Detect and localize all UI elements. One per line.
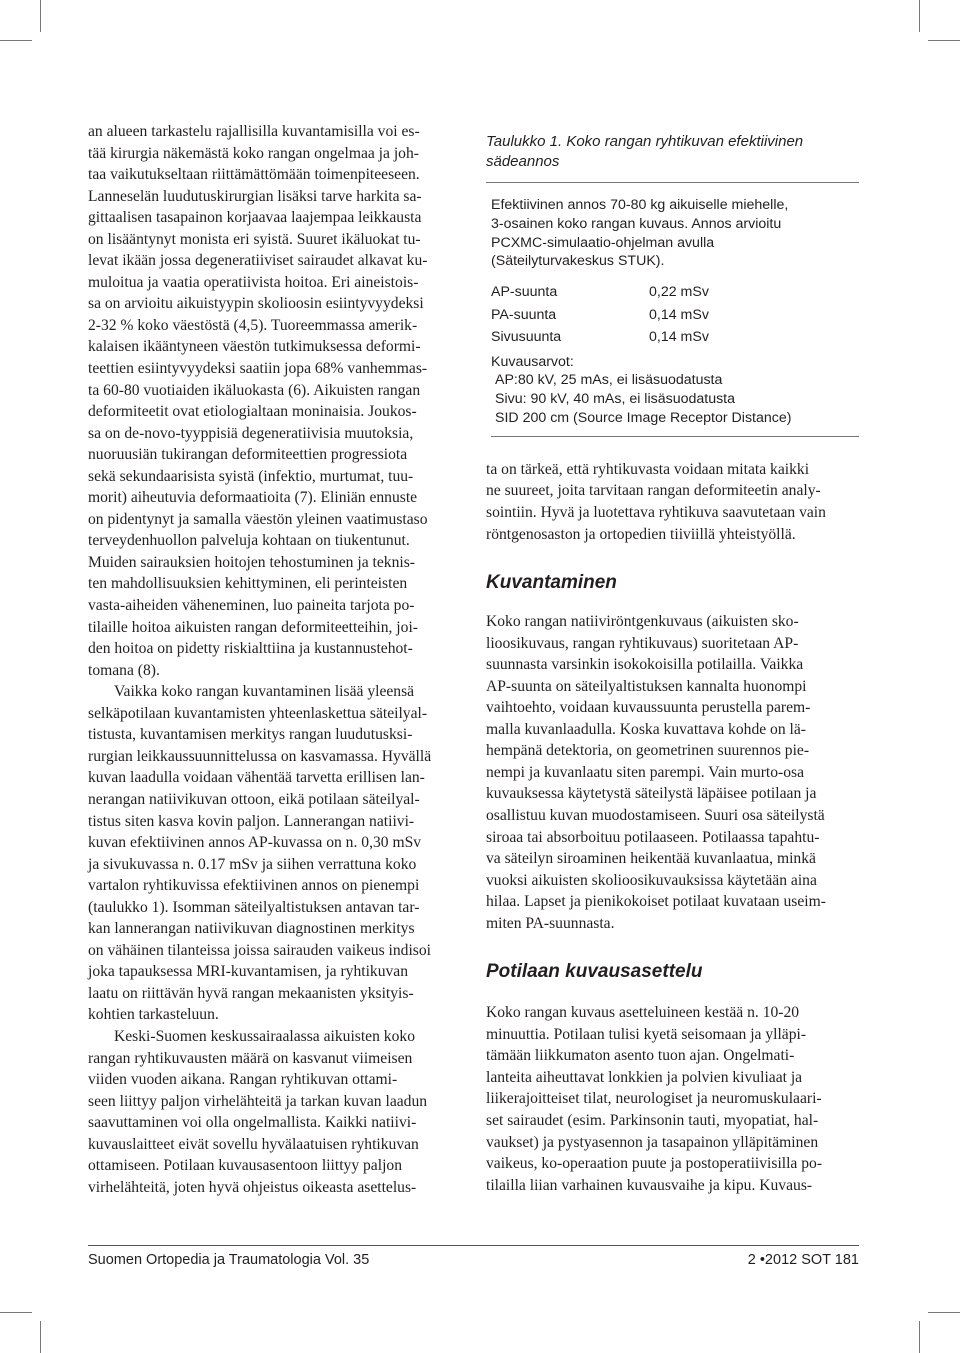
text-line: vuoksi aikuisten skolioosikuvauksissa käytetään aina	[486, 871, 817, 889]
left-column	[88, 121, 462, 1198]
text-line: deformiteetit ovat etiologialtaan moninaisia. Joukos-	[88, 403, 417, 421]
text-line: nuoruusiän tukirangan deformiteettien progressiota	[88, 446, 408, 464]
text-line: Lanneselän luudutuskirurgian lisäksi tarve harkita sa-	[88, 187, 422, 205]
text-line: suunnasta varsinkin isokokoisilla potilailla. Vaikka	[486, 656, 804, 674]
text-line: tistusta, kuvantamisen merkitys rangan luudutusksi-	[88, 726, 413, 744]
text-line: ottamiseen. Potilaan kuvausasentoon liittyy paljon	[88, 1157, 402, 1175]
dose-value: 0,14 mSv	[649, 306, 709, 323]
text-line: teettien esiintyvyydeksi saatiin jopa 68% vanhemmas-	[88, 360, 428, 378]
body-paragraph	[486, 1002, 859, 1196]
text-line: Keski-Suomen keskussairaalassa aikuisten koko	[114, 1027, 415, 1045]
text-line: AP:80 kV, 25 mAs, ei lisäsuodatusta	[495, 372, 723, 389]
text-line: ja sivukuvassa n. 0.17 mSv ja siihen verrattuna koko	[88, 855, 417, 873]
body-paragraph	[88, 681, 462, 1026]
journal-name: Suomen Ortopedia ja Traumatologia Vol. 35	[88, 1252, 370, 1268]
text-line: Vaikka koko rangan kuvantaminen lisää yleensä	[114, 683, 415, 701]
text-line: lioosikuvaus, rangan ryhtikuvaus) suoritetaan AP-	[486, 634, 799, 652]
text-line: nempi ja kuvanlaatu siten parempi. Vain murto-osa	[486, 763, 805, 781]
text-line: Efektiivinen annos 70-80 kg aikuiselle miehelle,	[491, 197, 789, 213]
text-line: SID 200 cm (Source Image Receptor Distance)	[495, 410, 792, 427]
text-line: vaihtoehto, voidaan kuvaussuunta perustella parem-	[486, 699, 811, 717]
text-line: vartalon ryhtikuvissa efektiivinen annos on pienempi	[88, 877, 420, 895]
text-line: Muiden sairauksien hoitojen tehostuminen ja teknis-	[88, 553, 415, 571]
section-heading-potilaan-kuvausasettelu: Potilaan kuvausasettelu	[486, 961, 703, 983]
dose-table	[486, 132, 859, 437]
body-paragraph	[486, 459, 859, 545]
text-line: kuvauksessa käytetystä säteilystä läpäisee potilaan ja	[486, 785, 817, 803]
text-line: gittaalisen tasapainon korjaavaa laajempaa leikkausta	[88, 209, 422, 227]
text-line: hilaa. Lapset ja pienikokoiset potilaat kuvataan useim-	[486, 893, 826, 911]
dose-direction: Sivusuunta	[491, 329, 562, 346]
text-line: sa on de-novo-tyyppisiä degeneratiivisia muutoksia,	[88, 424, 414, 442]
right-column	[486, 121, 859, 1196]
crop-mark	[40, 0, 41, 32]
issue-page-number: 2 •2012 SOT 181	[747, 1252, 859, 1268]
text-line: tomana (8).	[88, 661, 160, 679]
text-line: kuvan laadulla voidaan vähentää tarvetta erillisen lan-	[88, 769, 425, 787]
text-line: kuvauslaitteet eivät sovellu hyvälaatuisen ryhtikuvan	[88, 1135, 419, 1153]
text-line: nerangan natiivikuvan ottoon, eikä potilaan säteilyal-	[88, 790, 420, 808]
text-line: hempänä detektoria, on geometrinen suurennos pie-	[486, 742, 810, 760]
text-line: set sairaudet (esim. Parkinsonin tauti, myopatiat, hal-	[486, 1112, 819, 1129]
crop-mark	[0, 40, 32, 41]
text-line: osallistuu kuvan muodostamiseen. Suuri osa säteilystä	[486, 806, 825, 824]
text-line: ne suureet, joita tarvitaan rangan deformiteetin analy-	[486, 482, 821, 500]
text-line: kuvan efektiivinen annos AP-kuvassa on n. 0,30 mSv	[88, 834, 422, 852]
text-line: kohtien tarkasteluun.	[88, 1006, 219, 1024]
text-line: tämään liikkumaton asento tuon ajan. Ongelmati-	[486, 1047, 795, 1065]
text-line: sa on arvioitu aikuistyypin skolioosin esiintyvyydeksi	[88, 295, 424, 313]
text-line: lanteita aiheuttavat lonkkien ja polvien kivuliaat ja	[486, 1068, 803, 1086]
crop-mark	[0, 1312, 32, 1313]
exposure-settings	[491, 353, 859, 437]
text-line: tää kirurgia näkemästä koko rangan ongelmaa ja joh-	[88, 144, 419, 162]
text-line: on lisääntynyt monista eri syistä. Suuret ikäluokat tu-	[88, 230, 421, 248]
text-line: taa vaikutukseltaan riittämättömään toimenpiteeseen.	[88, 166, 420, 184]
dose-value: 0,22 mSv	[649, 284, 709, 301]
body-paragraph	[88, 1026, 462, 1198]
text-line: rangan ryhtikuvausten määrä on kasvanut viimeisen	[88, 1049, 413, 1067]
text-line: siroaa tai absorboituu potilaaseen. Potilaassa tapahtu-	[486, 828, 820, 846]
text-line: terveydenhuollon palveluja kohtaan on tiukentunut.	[88, 532, 410, 550]
text-line: tilailla liian varhainen kuvausvaihe ja kipu. Kuvaus-	[486, 1176, 813, 1194]
text-line: miten PA-suunnasta.	[486, 914, 615, 932]
crop-mark	[928, 1312, 960, 1313]
text-line: 2-32 % koko väestöstä (4,5). Tuoreemmassa amerik-	[88, 316, 418, 334]
dose-value: 0,14 mSv	[649, 329, 709, 346]
dose-row	[491, 281, 859, 304]
dose-rows	[491, 281, 859, 349]
text-line: kalaisen ikääntyneen väestön tutkimuksessa deformi-	[88, 338, 421, 356]
dose-row	[491, 304, 859, 327]
text-line: malla kuvanlaadulla. Koska kuvattava kohde on lä-	[486, 720, 806, 738]
dose-direction: PA-suunta	[491, 306, 557, 323]
text-line: sädeannos	[486, 153, 560, 170]
text-line: tilaille hoitoa aikuisten rangan deformiteetteihin, joi-	[88, 618, 418, 636]
text-line: selkäpotilaan kuvantamisten yhteenlaskettua säteilyal-	[88, 704, 428, 722]
text-line: laatu on riittävän hyvä rangan mekaanisten yksityis-	[88, 984, 414, 1002]
dose-row	[491, 326, 859, 349]
text-line: vasta-aiheiden väheneminen, luo paineita tarjota po-	[88, 597, 415, 615]
text-line: den hoitoa on pidetty riskialttiina ja kustannustehot-	[88, 640, 413, 658]
text-line: viiden vuoden aikana. Rangan ryhtikuvan ottami-	[88, 1071, 398, 1089]
text-line: tistus siten kasva kovin paljon. Lannerangan natiivi-	[88, 812, 415, 830]
text-line: AP-suunta on säteilyaltistuksen kannalta huonompi	[486, 677, 807, 695]
text-line: an alueen tarkastelu rajallisilla kuvantamisilla voi es-	[88, 123, 420, 140]
text-line: (Säteilyturvakeskus STUK).	[491, 253, 665, 270]
text-line: kan lannerangan natiivikuvan diagnostinen merkitys	[88, 920, 415, 938]
page-footer	[88, 1245, 859, 1268]
text-line: seen liittyy paljon virhelähteitä ja tarkan kuvan laadun	[88, 1092, 428, 1110]
crop-mark	[919, 0, 920, 32]
text-line: minuuttia. Potilaan tulisi kyetä seisomaan ja ylläpi-	[486, 1025, 807, 1043]
text-line: morit) aiheutuvia deformaatioita (7). Eliniän ennuste	[88, 489, 418, 507]
text-line: röntgenosaston ja ortopedien tiiviillä yhteistyöllä.	[486, 525, 796, 543]
text-line: virhelähteitä, joten hyvä ohjeistus oikeasta asettelus-	[88, 1178, 417, 1196]
body-paragraph	[88, 121, 462, 681]
text-line: on vähäinen tilanteissa joissa sairauden vaikeus indisoi	[88, 941, 431, 959]
text-line: sointiin. Hyvä ja luotettava ryhtikuva saavutetaan vain	[486, 503, 826, 521]
body-paragraph	[486, 611, 859, 934]
text-line: 3-osainen koko rangan kuvaus. Annos arvioitu	[491, 215, 782, 232]
text-line: vaukset) ja pystyasennon ja tasapainon ylläpitäminen	[486, 1133, 819, 1151]
text-line: Taulukko 1. Koko rangan ryhtikuvan efektiivinen	[486, 133, 804, 150]
text-line: joka tapauksessa MRI-kuvantamisen, ja ryhtikuvan	[88, 963, 409, 981]
text-line: ten mahdollisuuksien kehittyminen, eli perinteisten	[88, 575, 408, 593]
text-line: saavuttaminen voi olla ongelmallista. Kaikki natiivi-	[88, 1114, 417, 1132]
dose-direction: AP-suunta	[491, 284, 558, 301]
crop-mark	[919, 1321, 920, 1353]
crop-mark	[40, 1321, 41, 1353]
text-line: rurgian leikkaussuunnittelussa on kasvamassa. Hyvällä	[88, 747, 432, 765]
crop-mark	[928, 40, 960, 41]
text-line: ta on tärkeä, että ryhtikuvasta voidaan mitata kaikki	[486, 460, 810, 478]
text-line: (taulukko 1). Isomman säteilyaltistuksen antavan tar-	[88, 898, 420, 916]
exposure-settings-title: Kuvausarvot:	[491, 353, 574, 370]
table-description	[491, 196, 859, 271]
exposure-settings-lines	[491, 371, 859, 427]
text-line: PCXMC-simulaatio-ohjelman avulla	[491, 234, 715, 251]
text-line: Sivu: 90 kV, 40 mAs, ei lisäsuodatusta	[495, 391, 736, 408]
text-line: liikerajoitteiset tilat, neurologiset ja neuromuskulaari-	[486, 1090, 822, 1108]
text-line: Koko rangan natiiviröntgenkuvaus (aikuisten sko-	[486, 613, 799, 631]
table-caption	[486, 132, 859, 183]
section-heading-kuvantaminen: Kuvantaminen	[486, 572, 617, 594]
text-line: on pidentynyt ja samalla väestön yleinen vaatimustaso	[88, 510, 428, 528]
text-line: sekä sekundaarisista syistä (infektio, murtumat, tuu-	[88, 467, 414, 485]
text-line: Koko rangan kuvaus asetteluineen kestää n. 10-20	[486, 1004, 800, 1022]
text-line: muloitua ja vaatia operatiivista hoitoa. Eri aineistois-	[88, 273, 419, 291]
table-body	[486, 183, 859, 437]
text-line: va säteilyn siroaminen heikentää kuvanlaatua, minkä	[486, 850, 816, 868]
text-line: vaikeus, ko-operaation puute ja postoperatiivisilla po-	[486, 1155, 823, 1173]
text-line: levat ikään jossa degeneratiiviset sairaudet alkavat ku-	[88, 252, 428, 270]
text-line: ta 60-80 vuotiaiden ikäluokasta (6). Aikuisten rangan	[88, 381, 421, 399]
